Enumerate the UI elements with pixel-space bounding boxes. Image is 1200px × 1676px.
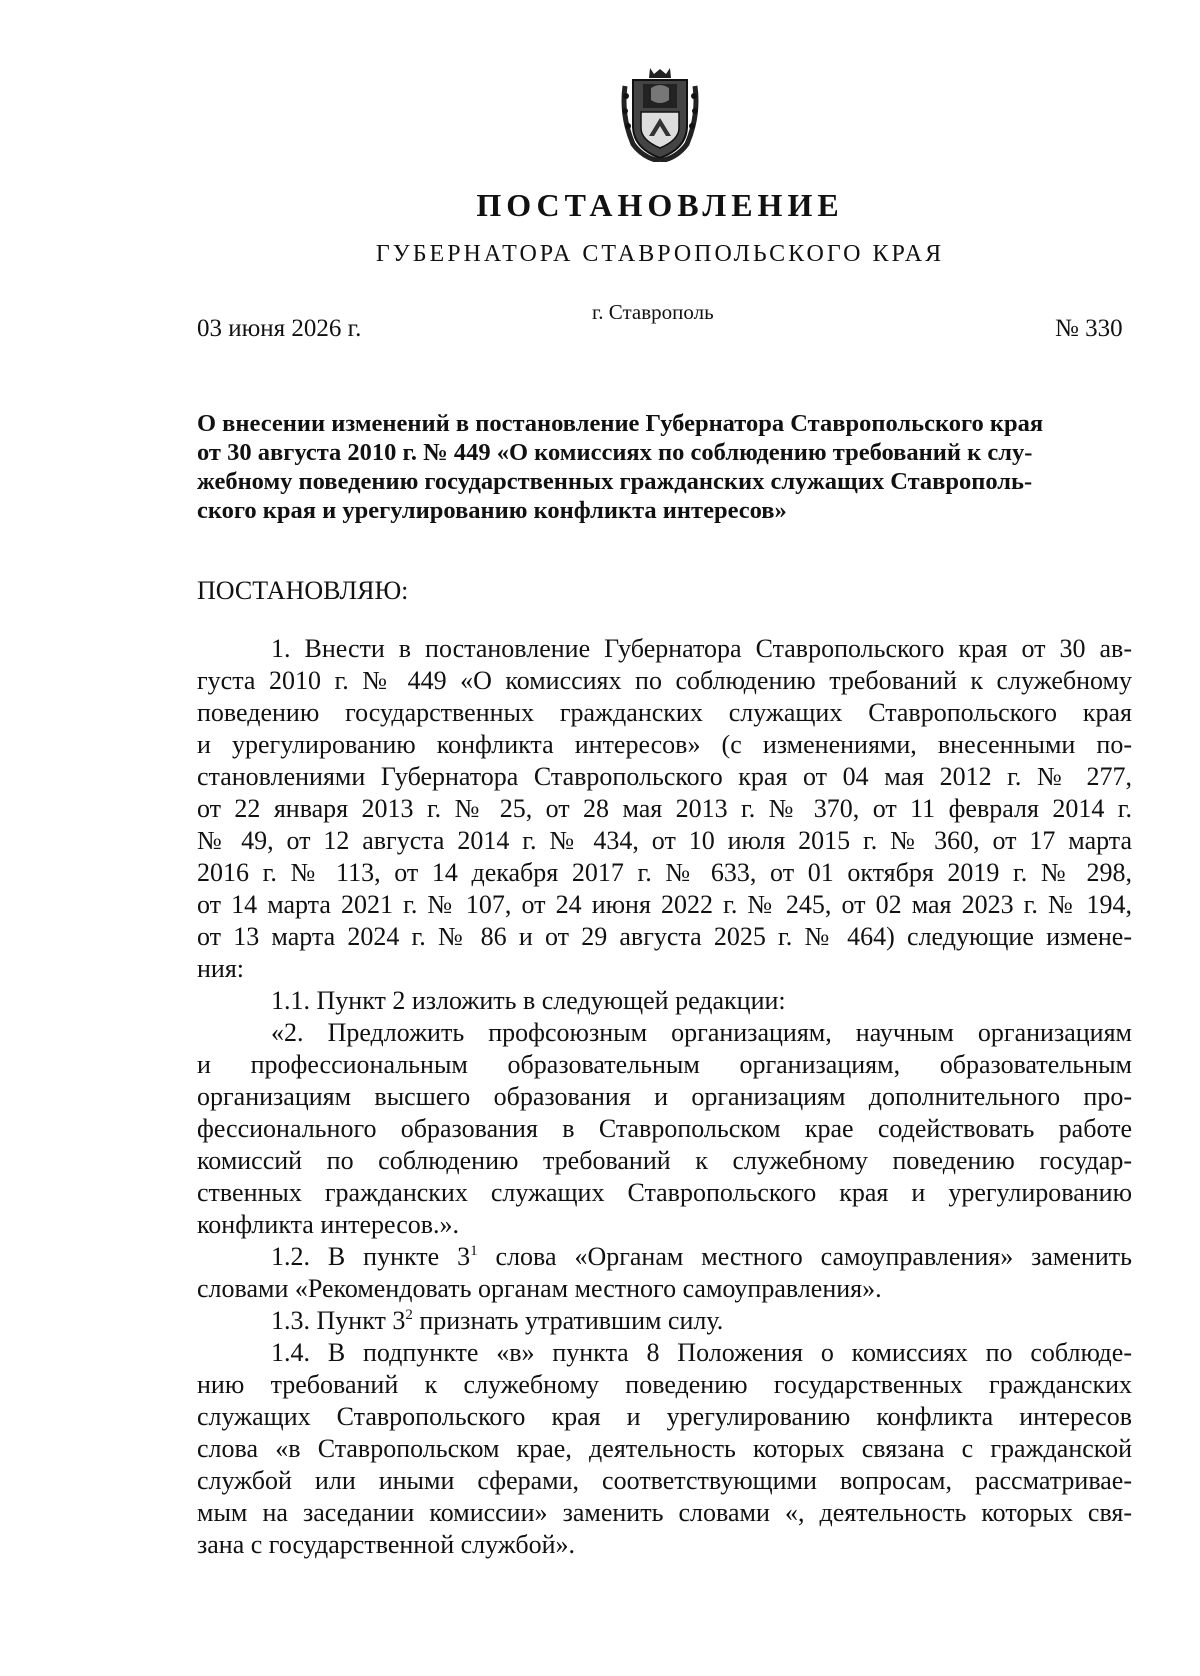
item1-1-quote-line: ственных гражданских служащих Ставропольского края и урегулированию [197, 1178, 1132, 1207]
heading-line: О внесении изменений в постановление Губернатора Ставропольского края [197, 410, 1044, 437]
item1-2-line [197, 1241, 1132, 1273]
decree-word: ПОСТАНОВЛЯЮ: [197, 576, 409, 605]
item1-line: № 49, от 12 августа 2014 г. № 434, от 10 июля 2015 г. № 360, от 17 марта [197, 826, 1132, 855]
item1-4-line: нию требований к служебному поведению государственных гражданских [197, 1370, 1132, 1399]
document-heading [197, 409, 1131, 525]
item1-4-line: службой или иными сферами, соответствующими вопросам, рассматривае- [197, 1466, 1132, 1495]
item1-3-superscript: 2 [405, 1307, 413, 1323]
document-title: ПОСТАНОВЛЕНИЕ [476, 187, 844, 223]
item1-line: от 22 января 2013 г. № 25, от 28 мая 2013 г. № 370, от 11 февраля 2014 г. [197, 794, 1132, 823]
heading-line: от 30 августа 2010 г. № 449 «О комиссиях по соблюдению требований к слу- [197, 439, 1033, 466]
item1-1-line: 1.1. Пункт 2 изложить в следующей редакции: [271, 986, 786, 1015]
item1-2-superscript: 1 [470, 1243, 478, 1259]
item1-1-quote-line: комиссий по соблюдению требований к служебному поведению государ- [197, 1146, 1132, 1175]
item1-1-quote-line: и профессиональным образовательным организациям, образовательным [197, 1050, 1132, 1079]
item1-line: густа 2010 г. № 449 «О комиссиях по соблюдению требований к служебному [197, 666, 1132, 695]
heading-line: ского края и урегулированию конфликта интересов» [197, 497, 787, 524]
item1-4-line: 1.4. В подпункте «в» пункта 8 Положения о комиссиях по соблюде- [271, 1338, 1132, 1367]
item1-line: поведению государственных гражданских служащих Ставропольского края [197, 698, 1132, 727]
item1-line: и урегулированию конфликта интересов» (с изменениями, внесенными по- [197, 730, 1132, 759]
item1-line: 2016 г. № 113, от 14 декабря 2017 г. № 633, от 01 октября 2019 г. № 298, [197, 858, 1132, 887]
item1-line: от 13 марта 2024 г. № 86 и от 29 августа 2025 г. № 464) следующие измене- [197, 922, 1132, 951]
document-subtitle: ГУБЕРНАТОРА СТАВРОПОЛЬСКОГО КРАЯ [375, 241, 945, 267]
document-city: г. Ставрополь [592, 300, 714, 324]
item1-1-quote-line: «2. Предложить профсоюзным организациям, научным организациям [271, 1018, 1132, 1047]
item1-line: 1. Внести в постановление Губернатора Ставропольского края от 30 ав- [271, 634, 1132, 663]
document-date: 03 июня 2026 г. [197, 315, 362, 342]
heading-line: жебному поведению государственных гражданских служащих Ставрополь- [197, 468, 1033, 495]
item1-1-quote-line: организациям высшего образования и организациям дополнительного про- [197, 1082, 1132, 1111]
item1-line: становлениями Губернатора Ставропольского края от 04 мая 2012 г. № 277, [197, 762, 1132, 791]
item1-4-line: слова «в Ставропольском крае, деятельность которых связана с гражданской [197, 1434, 1132, 1463]
stavropol-coat-of-arms-icon [619, 66, 701, 162]
item1-3-text-cont: признать утратившим силу. [412, 1306, 724, 1335]
item1-line: от 14 марта 2021 г. № 107, от 24 июня 2022 г. № 245, от 02 мая 2023 г. № 194, [197, 890, 1132, 919]
item1-1-quote-line: конфликта интересов.». [197, 1210, 460, 1239]
item1-2-text-cont: слова «Органам местного самоуправления» заменить [477, 1242, 1132, 1271]
document-body [197, 633, 1132, 1561]
item1-1-quote-line: фессионального образования в Ставропольском крае содействовать работе [197, 1114, 1132, 1143]
item1-3-text: 1.3. Пункт 3 [271, 1306, 406, 1335]
document-number: № 330 [1055, 315, 1123, 342]
item1-4-line: мым на заседании комиссии» заменить словами «, деятельность которых свя- [197, 1498, 1132, 1527]
item1-line: ния: [197, 954, 245, 983]
item1-4-line: служащих Ставропольского края и урегулированию конфликта интересов [197, 1402, 1132, 1431]
item1-2-text: 1.2. В пункте 3 [271, 1242, 471, 1271]
item1-4-line: зана с государственной службой». [197, 1530, 576, 1559]
item1-2-line: словами «Рекомендовать органам местного самоуправления». [197, 1274, 882, 1303]
item1-3-line [197, 1305, 1132, 1337]
